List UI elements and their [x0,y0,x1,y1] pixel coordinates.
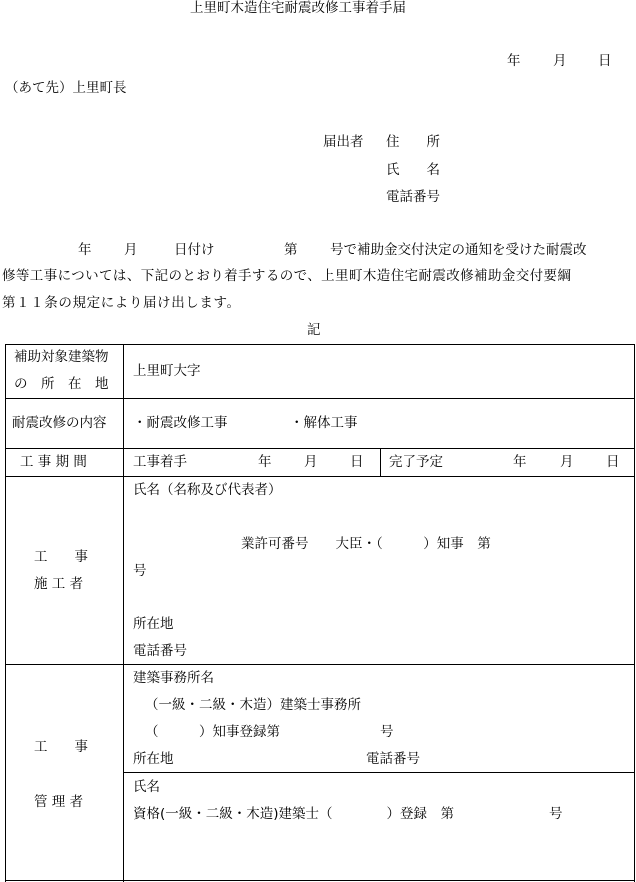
period-start-year: 年 [258,454,272,470]
body-line1-rest: 号で補助金交付決定の通知を受けた耐震改 [330,242,587,258]
manager-label-top: 工 事 [34,739,88,755]
manager-registration-label: （ ）知事登録第 [145,724,280,740]
contractor-label-top: 工 事 [34,549,88,565]
manager-registration-no: 号 [380,724,394,740]
applicant-label: 届出者 [323,134,364,150]
period-start-label: 工事着手 [133,454,187,470]
ki-heading: 記 [307,322,321,338]
manager-qualification-no: 号 [549,806,563,822]
body-day: 日付け [174,242,215,258]
body-month: 月 [124,242,138,258]
body-line2: 修等工事については、下記のとおり着手するので、上里町木造住宅耐震改修補助金交付要綱 [2,268,572,284]
manager-qualification-label: 資格(一級・二級・木造)建築士（ ）登録 第 [133,806,455,822]
contractor-label-bottom: 施 工 者 [34,576,84,592]
body-no: 第 [284,242,298,258]
content-label: 耐震改修の内容 [12,415,107,431]
contractor-phone-label: 電話番号 [133,643,187,659]
period-start-day: 日 [350,454,364,470]
date-month: 月 [553,53,567,69]
manager-office-label: 建築事務所名 [133,670,214,686]
period-start-month: 月 [304,454,318,470]
manager-office-type: （一級・二級・木造）建築士事務所 [145,697,361,713]
date-day: 日 [598,53,612,69]
content-option-renovation: ・耐震改修工事 [133,415,228,431]
applicant-phone-label: 電話番号 [386,189,440,205]
period-label: 工 事 期 間 [20,454,87,470]
addressee: （あて先）上里町長 [5,80,127,96]
period-end-label: 完了予定 [389,454,443,470]
manager-address-label: 所在地 [133,751,174,767]
contractor-address-label: 所在地 [133,616,174,632]
manager-phone-label: 電話番号 [366,751,420,767]
contractor-license-no: 号 [133,563,147,579]
body-year: 年 [78,242,92,258]
content-option-demolition: ・解体工事 [290,415,358,431]
date-year: 年 [507,53,521,69]
page-title: 上里町木造住宅耐震改修工事着手届 [190,0,406,16]
building-label-top: 補助対象建築物 [14,349,109,365]
building-location-value: 上里町大字 [133,363,201,379]
contractor-name-label: 氏名（名称及び代表者） [133,482,282,498]
period-end-day: 日 [606,454,620,470]
applicant-name-label: 氏 名 [386,162,440,178]
contractor-license-label: 業許可番号 大臣・（ ）知事 第 [241,536,491,552]
period-end-month: 月 [560,454,574,470]
applicant-address-label: 住 所 [386,134,440,150]
manager-label-bottom: 管 理 者 [34,794,84,810]
building-label-bottom: の 所 在 地 [14,376,109,392]
body-line3: 第１１条の規定により届け出します。 [2,295,241,311]
period-end-year: 年 [513,454,527,470]
manager-name-label: 氏名 [133,779,160,795]
